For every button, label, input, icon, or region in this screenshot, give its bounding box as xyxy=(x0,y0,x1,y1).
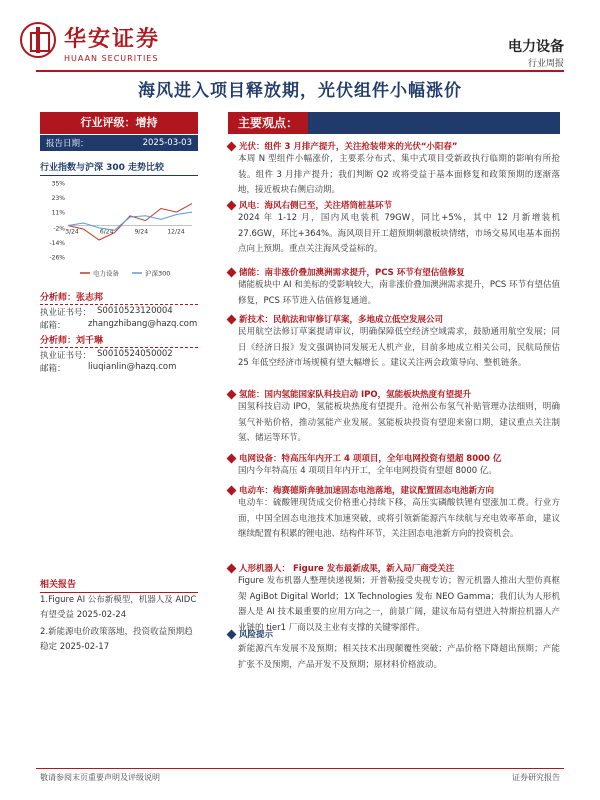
report-date-value: 2025-03-03 xyxy=(142,138,192,148)
x-tick-label: 3/24 xyxy=(65,228,79,236)
x-tick-label: 9/24 xyxy=(134,228,149,236)
disclaimer-note: 敬请参阅末页重要声明及评级说明 xyxy=(40,773,160,782)
analyst-1-cert-label: 执业证书号： xyxy=(40,308,92,318)
section-body-robot: Figure 发布机器人整理快递视频；开普勒接受央视专访；智元机器人推出大型仿真框架 AgiBot Digital World；1X Technologies 发布 NEO Gamma；我们认为人形机器人是 AI 技术最重要的应用方向之一，前景广阔，建议布局有望进入特斯拉机器人产业链的 tier1 厂商以及主业有支撑的关键零部件。 xyxy=(238,576,560,633)
legend-label: 电力设备 xyxy=(93,269,119,278)
main-points-title: 主要观点： xyxy=(228,112,308,134)
analyst-2-heading: 分析师：刘千琳 xyxy=(40,333,198,348)
main-points-heading xyxy=(228,112,560,134)
section-heading-text: 储能：南非涨价叠加澳洲需求提升，PCS 环节有望估值修复 xyxy=(239,268,465,278)
section-body-storage: 储能板块中 AI 和美标的受影响较大，南非涨价叠加澳洲需求提升，PCS 环节有望估值修复，PCS 环节进入估值修复通道。 xyxy=(238,280,560,306)
y-tick-label: 11% xyxy=(51,209,65,217)
analyst-2-email-value[interactable]: liuqianlin@hazq.com xyxy=(88,362,177,372)
section-heading-wind xyxy=(228,199,560,211)
company-logo xyxy=(20,22,180,66)
related-reports-heading: 相关报告 xyxy=(40,577,198,593)
section-body-newtech: 民用航空法修订草案提请审议，明确保障低空经济空域需求，鼓励通用航空发展；同日《经济日报》发文强调协同发展无人机产业，目前多地成立相关公司，民航局预估 25 年低空经济市场规模有望大幅增长 。建议关注两会政策导向、整机链条。 xyxy=(238,327,560,368)
section-heading-text: 氢能：国内氢能国家队科技启动 IPO，氢能板块热度有望提升 xyxy=(239,390,472,400)
section-heading-text: 风电：海风右侧已至，关注塔筒桩基环节 xyxy=(239,201,393,211)
section-heading-hydrogen xyxy=(228,388,560,400)
section-heading-risk xyxy=(228,628,560,640)
index-chart-svg xyxy=(40,177,200,282)
section-heading-text: 电网设备：特高压年内开工 4 项项目，全年电网投资有望超 8000 亿 xyxy=(239,454,502,464)
section-body-pv: 本周 N 型组件小幅涨价，主要系分布式、集中式项目受新政执行临期的影响有所抢装。组件 3 月排产提升；我们判断 Q2 或将受益于基本面修复和政策预期的逐渐落地，接近板块右侧启动期。 xyxy=(238,154,560,195)
index-chart xyxy=(40,177,200,282)
diamond-bullet-icon xyxy=(227,200,237,210)
section-heading-text: 人形机器人： Figure 发布最新成果，新入局厂商受关注 xyxy=(239,564,455,574)
section-body-grid: 国内今年特高压 4 项项目年内开工，全年电网投资有望超 8000 亿。 xyxy=(238,466,497,476)
legend-label: 沪深300 xyxy=(145,269,171,278)
y-tick-label: -2% xyxy=(53,225,65,233)
related-report-item[interactable]: 2.新能源电价政策落地，投资收益预期趋稳定 2025-02-17 xyxy=(40,627,193,652)
diamond-bullet-icon xyxy=(227,389,237,399)
footer-divider xyxy=(36,768,564,769)
section-heading-ev xyxy=(228,484,560,496)
section-heading-pv xyxy=(228,140,560,152)
analyst-2-cert xyxy=(40,349,200,361)
section-heading-newtech xyxy=(228,313,560,325)
section-heading-text: 新技术：民航法和审修订草案，多地成立低空发展公司 xyxy=(239,315,444,325)
analyst-2-email-label: 邮箱： xyxy=(40,364,66,374)
analyst-1-cert xyxy=(40,306,200,318)
analyst-1-heading: 分析师：张志邦 xyxy=(40,290,198,305)
logo-text-en: HUAAN SECURITIES xyxy=(64,54,159,63)
section-heading-robot xyxy=(228,562,560,574)
logo-text: 华安证券 xyxy=(64,26,161,52)
analyst-1-email xyxy=(40,319,200,331)
diamond-bullet-icon xyxy=(227,485,237,495)
section-heading-text: 电动车：梅赛德斯奔驰加速固态电池落地，建议配置固态电池新方向 xyxy=(239,486,495,496)
analyst-2-cert-value: S0010524050002 xyxy=(97,349,173,359)
analyst-1-cert-value: S0010523120004 xyxy=(97,306,173,316)
diamond-bullet-icon xyxy=(227,563,237,573)
doc-type-label: 行业周报 xyxy=(527,59,564,69)
section-body-wind: 2024 年 1-12 月，国内风电装机 79GW，同比+5%，其中 12 月新增装机 27.6GW，环比+364%。海风项目开工超预期刺激板块情绪，市场交易风电基本面拐点向上预期。重点关注海风受益标的。 xyxy=(238,213,560,254)
industry-rating: 行业评级：增持 xyxy=(40,112,198,134)
related-report-item[interactable]: 1.Figure AI 公布新模型，机器人及 AIDC 有望受益 2025-02-24 xyxy=(40,595,197,620)
analyst-2-cert-label: 执业证书号： xyxy=(40,351,92,361)
section-heading-storage xyxy=(228,266,560,278)
sector-label: 电力设备 xyxy=(508,39,564,55)
chart-heading: 行业指数与沪深 300 走势比较 xyxy=(40,160,198,176)
diamond-bullet-icon xyxy=(227,267,237,277)
x-tick-label: 12/24 xyxy=(167,228,185,236)
section-heading-text: 光伏：组件 3 月排产提升，关注抢装带来的光伏“小阳春” xyxy=(239,142,458,152)
diamond-bullet-icon xyxy=(227,453,237,463)
section-heading-text: 风险提示 xyxy=(239,630,274,640)
section-heading-grid xyxy=(228,452,560,464)
report-date xyxy=(40,135,198,151)
report-title: 海风进入项目释放期，光伏组件小幅涨价 xyxy=(138,81,462,101)
x-tick-label: 6/24 xyxy=(99,228,114,236)
section-body-hydrogen: 国氢科技启动 IPO，氢能板块热度有望提升。沧州公布氢气补贴管理办法细则，明确氢气补贴价格，推动氢能产业发展。氢能板块投资有望迎来窗口期，建议重点关注制氢、储运等环节。 xyxy=(238,402,560,443)
diamond-bullet-icon xyxy=(227,629,237,639)
diamond-bullet-icon xyxy=(227,314,237,324)
y-tick-label: 23% xyxy=(51,195,65,203)
analyst-1-email-label: 邮箱： xyxy=(40,321,66,331)
report-date-label: 报告日期： xyxy=(46,139,89,149)
section-body-ev: 电动车：硫酸锂现货成交价格重心持续下移，高压实磷酸铁锂有望涨加工费。行业方面，中国全固态电池技术加速突破，或将引领新能源汽车续航与充电效率革命，建议继续配置有积累的锂电池、结构件环节，关注固态电池新方向的投资机会。 xyxy=(238,498,560,539)
header-divider xyxy=(36,70,564,72)
diamond-bullet-icon xyxy=(227,141,237,151)
logo-seal-icon xyxy=(20,22,56,58)
y-tick-label: -14% xyxy=(49,239,65,247)
section-body-risk: 新能源汽车发展不及预期；相关技术出现颠覆性突破；产品价格下降超出预期；产能扩张不及预期，产品开发不及预期；原材料价格波动。 xyxy=(238,644,560,670)
analyst-1-email-value[interactable]: zhangzhibang@hazq.com xyxy=(88,319,198,329)
report-category: 证券研究报告 xyxy=(512,773,560,782)
analyst-2-email xyxy=(40,362,200,374)
y-tick-label: -26% xyxy=(49,254,65,262)
y-tick-label: 35% xyxy=(51,180,65,188)
